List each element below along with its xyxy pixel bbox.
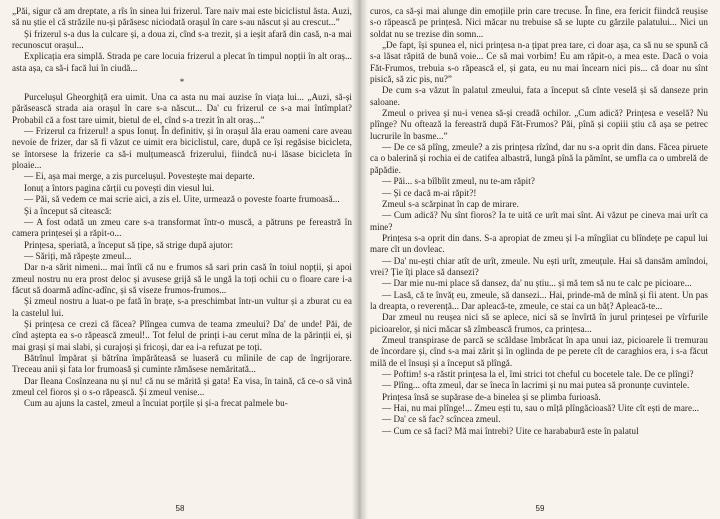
paragraph: Dar zmeul nu reușea nici să se aplece, nici să se învîrtă în jurul prințesei pe vîrfurile picioarelor, și nici măcar să zîmbească frumos, ca prințesa... [370,312,708,334]
paragraph: Prințesa s-a oprit din dans. S-a apropiat de zmeu și l-a mîngîiat cu blîndețe pe capul lui mare cît un dovleac. [370,232,708,255]
paragraph: Zmeul o privea și nu-i venea să-și creadă ochilor. „Cum adică? Prințesa e veselă? Nu plînge? Nu oftează la fereastră după Făt-Frumos? Păi, pînă și copiii știu că așa se petrec lucrurile în basme...” [370,108,708,141]
paragraph: — Ei, așa mai merge, a zis purcelușul. Povestește mai departe. [24,171,255,182]
paragraph: „De fapt, își spunea el, nici prințesa n-a țipat prea tare, ci doar așa, ca să nu se spună că s-a lăsat răpită de bună voie... Ce să mai vorbim! Eu am răpit-o, a mea este. Dacă o voia Făt-Frumos, trebuia s-o răpească el, și gata, eu nu mai încearn nici pis... că doar nu sînt pisică, să zic pis, nu?” [370,40,708,85]
paragraph: Dar n-a sărit nimeni... mai întîi că nu e frumos să sari prin casă în toiul nopții, și apoi zmeul nostru nu era prost deloc și avusese grijă să le ungă la toți ochii cu o floare care i-a făcut să doarmă adînc-adînc, și să viseze frumos-frumos... [12,262,352,295]
paragraph: — Frizerul ca frizerul! a spus Ionuț. În definitiv, și în orașul ăla erau oameni care aveau nevoie de frizer, dar să fi văzut ce uimit era biciclistul, care, după ce își regăsise bicicleta, se întorsese la frizerie ca să-i mulțumească frizerului, fiindcă nu-i lăsase bicicleta în ploaie... [12,126,352,171]
paragraph: — Dar mie nu-mi place să dansez, da' nu știu... și mă tem să nu te calc pe picioare... [382,278,692,289]
paragraph: — Da' ce să fac? scîncea zmeul. [382,414,501,425]
paragraph: Bătrînul împărat și bătrîna împărăteasă se luaseră cu mîinile de cap de îngrijorare. Treceau anii și fata lor frumoasă și cuminte rămăsese nemăritată... [12,352,352,375]
paragraph: Și a început să citească: [24,205,112,216]
paragraph: — De ce să plîng, zmeule? a zis prințesa rîzînd, dar nu s-a oprit din dans. Făcea piruete ca o balerină și rochia ei de catifea albastră, lungă pînă la pămînt, se umfla ca o umbrelă de păpădie. [370,142,708,175]
paragraph: — Da' nu-ești chiar atît de urît, zmeule. Nu ești urît, zmeuțule. Hai să dansăm amîndoi, vrei? Ție îți place să dansezi? [370,255,708,277]
right-page-text [370,6,708,437]
paragraph: Explicația era simplă. Strada pe care locuia frizerul a plecat în timpul nopții în alt oraș... asta așa, ca să-i facă lui în ciudă... [12,51,352,73]
paragraph: Dar Ileana Cosînzeana nu și nu! că nu se mărită și gata! Ea visa, în taină, că ce-o să vină zmeul cel fioros și o s-o răpească. Și zmeul venise... [12,375,352,397]
section-divider: * [179,77,185,88]
left-page-text [12,6,352,410]
paragraph: „Păi, sigur că am dreptate, a rîs în sinea lui frizerul. Tare naiv mai este biciclistul ăsta. Auzi, să nu știe el că străzile nu-și părăsesc niciodată orașul în care s-au născut și au crescut...” [12,6,352,28]
paragraph: Purcelușul Gheorghiță era uimit. Una ca asta nu mai auzise în viața lui... „Auzi, să-și părăsească strada aia orașul în care s-a născut... Da' cu frizerul ce s-a mai întîmplat? Probabil că a fost tare uimit, bietul de el, cînd s-a trezit în alt oraș...” [12,92,352,125]
paragraph: — Păi... s-a bîlbîit zmeul, nu te-am răpit? [382,176,535,187]
paragraph: Prințesa, speriată, a început să țipe, să strige după ajutor: [24,239,234,250]
paragraph: Și prințesa ce crezi că făcea? Plîngea cumva de teama zmeului? Da' de unde! Păi, de cînd aștepta ea s-o răpească zmeul!.. Tot felul de prinți i-au cerut mîna de la părinții ei, și mai grași și mai slabi, și curajoși și fricoși, dar ea i-a refuzat pe toți. [12,318,352,352]
paragraph: — Poftim! s-a răstit prințesa la el, îmi strici tot cheful cu bocetele tale. De ce plîngi? [382,369,694,379]
right-page [360,0,720,519]
paragraph: Zmeul s-a scărpinat în cap de mirare. [382,198,519,209]
paragraph: Și zmeul nostru a luat-o pe fată în brațe, s-a preschimbat într-un vultur și a zburat cu ea la castelul lui. [12,296,352,318]
paragraph: De cum s-a văzut în palatul zmeului, fata a început să cînte veselă și să danseze prin saloane. [370,85,708,107]
paragraph: Zmeul transpirase de parcă se scăldase îmbrăcat în apa unui iaz, picioarele îi tremurau de încordare și, cînd s-a mai zărit și în oglinda de pe perete cît de caraghios era, i s-a făcut milă de el însuși și a început să plîngă. [370,334,708,368]
paragraph: — Cum ce să faci? Mă mai întrebi? Uite ce harababură este în palatul [382,425,639,436]
paragraph: — Hai, nu mai plînge!... Zmeu ești tu, sau o mîță plîngăcioasă? Uite cît ești de mare... [382,403,700,414]
paragraph: — Săriți, mă răpește zmeul... [24,250,132,261]
paragraph: Prințesa însă se supărase de-a binelea și se plimba furioasă. [382,391,601,402]
paragraph: — A fost odată un zmeu care s-a transformat într-o muscă, a pătruns pe fereastră în camera prințesei și a răpit-o... [12,216,352,239]
page-number: 59 [535,504,545,513]
paragraph: — Cum adică? Nu sînt fioros? Ia te uită ce urît mai sînt. Ai văzut pe cineva mai urît ca mine? [370,210,708,232]
paragraph: Cum au ajuns la castel, zmeul a încuiat porțile și și-a frecat palmele bu- [24,398,288,409]
paragraph: — Și ce dacă m-ai răpit?! [382,187,477,198]
paragraph: — Păi, să vedem ce mai scrie aici, a zis el. Uite, urmează o poveste foarte frumoasă... [24,194,340,205]
page-number: 58 [175,504,185,513]
paragraph: — Lasă, că te învăț eu, zmeule, să dansezi... Hai, prinde-mă de mînă și fii atent. Un pas la dreapta, o reverență... Dar apleacă-te, zmeule, ce stai ca un băț? Apleacă-te... [370,289,708,311]
paragraph: Și frizerul s-a dus la culcare și, a doua zi, cînd s-a trezit, și a ieșit afară din casă, n-a mai recunoscut orașul... [12,28,352,51]
paragraph: — Plîng... ofta zmeul, dar se îneca în lacrimi și nu mai putea să pronunțe cuvintele. [382,380,690,391]
paragraph: curos, ca să-și mai alunge din emoțiile prin care trecuse. În fine, era fericit fiindcă reușise s-o răpească pe prințesă. Nici măcar nu trebuise să se lupte cu gărzile palatului... Nici un soldat nu se trezise din somn... [370,6,708,39]
paragraph: Ionuț a întors pagina cărții cu povești din viesul lui. [24,182,215,193]
